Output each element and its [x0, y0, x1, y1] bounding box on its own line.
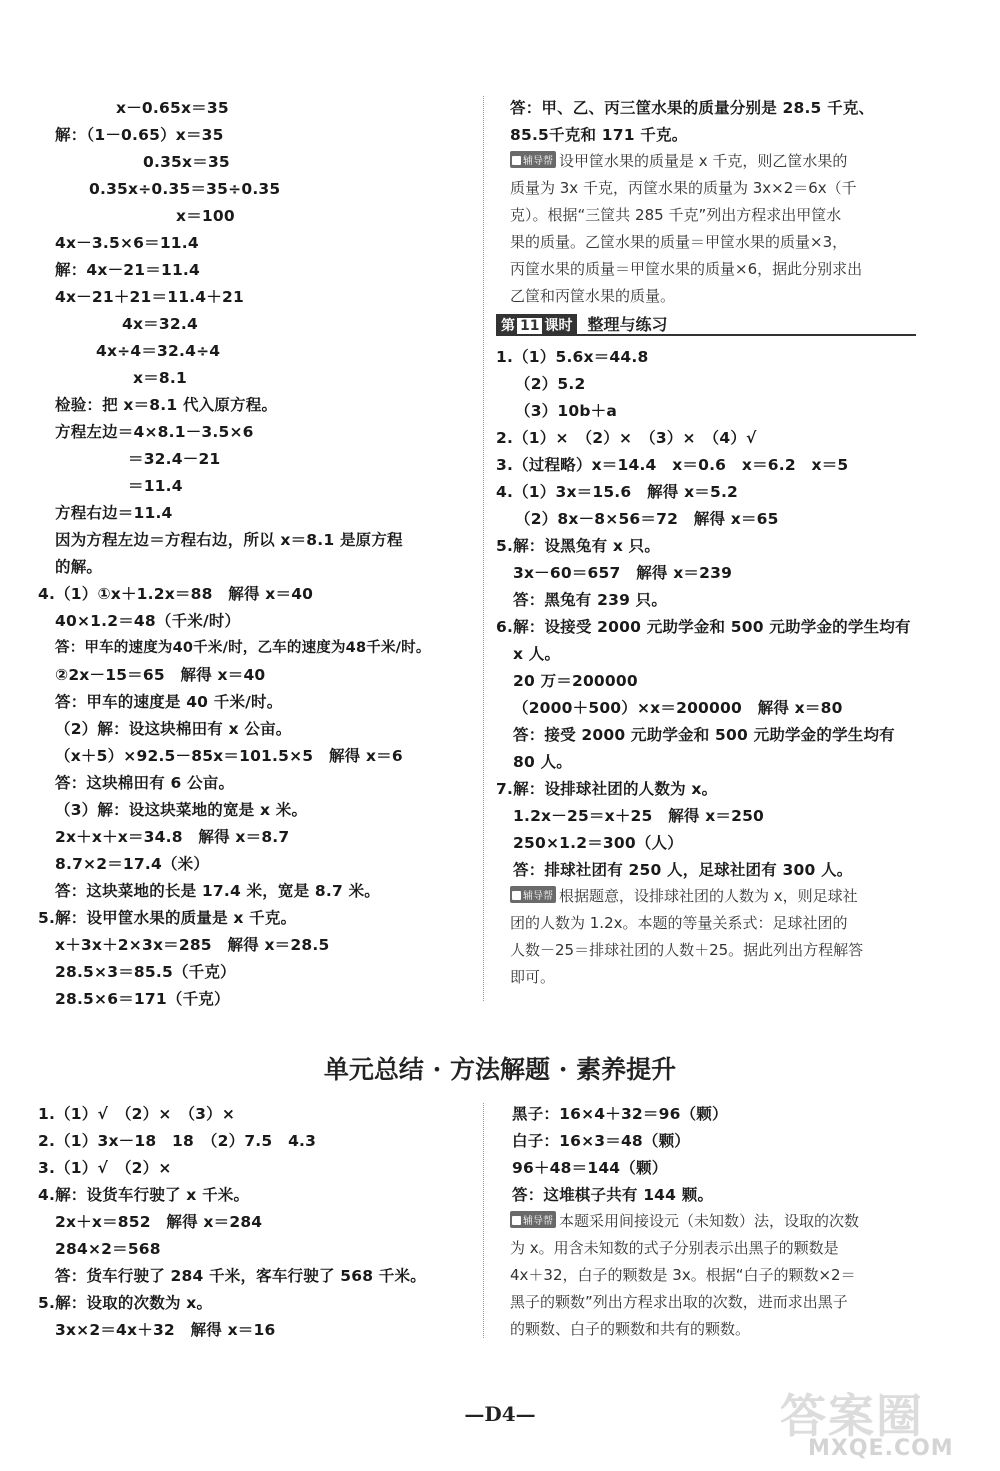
book-icon [512, 891, 521, 900]
answer-line: 答：甲、乙、丙三筐水果的质量分别是 28.5 千克、 [510, 99, 875, 117]
tutor-note-line: 果的质量。乙筐水果的质量＝甲筐水果的质量×3， [510, 233, 848, 251]
equation-line: ②2x－15＝65 解得 x＝40 [55, 666, 266, 684]
equation-line: （x＋5）×92.5－85x＝101.5×5 解得 x＝6 [55, 747, 403, 765]
equation-line: 2x＋x＋x＝34.8 解得 x＝8.7 [55, 828, 290, 846]
answer-line: 1.（1）√ （2）× （3）× [38, 1105, 236, 1123]
equation-line: 28.5×3＝85.5（千克） [55, 963, 236, 981]
equation-line: 解：（1－0.65）x＝35 [55, 126, 224, 144]
watermark-logo: 答案圈 [780, 1389, 924, 1443]
tutor-note-line: 质量为 3x 千克，丙筐水果的质量为 3x×2＝6x（千 [510, 179, 857, 197]
equation-line: 方程右边＝11.4 [55, 504, 173, 522]
answer-line: 答：排球社团有 250 人，足球社团有 300 人。 [513, 861, 853, 879]
answer-line: 85.5千克和 171 千克。 [510, 126, 688, 144]
page-number: —D4— [464, 1402, 536, 1426]
answer-line: （2）8x－8×56＝72 解得 x＝65 [515, 510, 779, 528]
answer-line: 答：接受 2000 元助学金和 500 元助学金的学生均有 [513, 726, 895, 744]
book-icon [512, 1216, 521, 1225]
equation-line: （3）解：设这块菜地的宽是 x 米。 [55, 801, 308, 819]
answer-line: 2x＋x＝852 解得 x＝284 [55, 1213, 263, 1231]
answer-line: 20 万＝200000 [513, 672, 638, 690]
watermark-url: MXQE.COM [808, 1436, 954, 1461]
tutor-note-line: 即可。 [510, 968, 556, 986]
equation-line: 检验：把 x＝8.1 代入原方程。 [55, 396, 278, 414]
lesson-badge: 第 11 课时 [496, 314, 577, 336]
answer-line: 答：黑兔有 239 只。 [513, 591, 668, 609]
lesson-header [496, 312, 916, 336]
equation-line: x＋3x＋2×3x＝285 解得 x＝28.5 [55, 936, 330, 954]
equation-line: x－0.65x＝35 [116, 99, 229, 117]
equation-line: ＝32.4－21 [128, 450, 221, 468]
answer-line: 5.解：设黑兔有 x 只。 [496, 537, 661, 555]
answer-line: 3.（过程略）x＝14.4 x＝0.6 x＝6.2 x＝5 [496, 456, 849, 474]
answer-line: 284×2＝568 [55, 1240, 161, 1258]
answer-line: （2）5.2 [515, 375, 586, 393]
equation-line: 的解。 [55, 558, 103, 576]
equation-line: 解：4x－21＝11.4 [55, 261, 200, 279]
answer-line: 黑子：16×4＋32＝96（颗） [512, 1105, 728, 1123]
answer-line: （3）10b＋a [515, 402, 618, 420]
book-icon [512, 156, 521, 165]
tutor-note-line: 4x＋32，白子的颗数是 3x。根据“白子的颗数×2＝ [510, 1266, 856, 1284]
answer-line: （2000＋500）×x＝200000 解得 x＝80 [513, 699, 843, 717]
equation-line: 答：甲车的速度是 40 千米/时。 [55, 693, 283, 711]
tutor-note-line: 辅导帮 设甲筐水果的质量是 x 千克，则乙筐水果的 [510, 150, 847, 171]
column-divider [483, 96, 484, 1001]
answer-line: 2.（1）× （2）× （3）× （4）√ [496, 429, 757, 447]
answer-line: 96＋48＝144（颗） [512, 1159, 668, 1177]
equation-line: 4x－21＋21＝11.4＋21 [55, 288, 244, 306]
equation-line: 5.解：设甲筐水果的质量是 x 千克。 [38, 909, 297, 927]
equation-line: 答：这块菜地的长是 17.4 米，宽是 8.7 米。 [55, 882, 380, 900]
tutor-note-line: 辅导帮 本题采用间接设元（未知数）法，设取的次数 [510, 1210, 859, 1231]
equation-line: ＝11.4 [128, 477, 183, 495]
tutor-note-line: 团的人数为 1.2x。本题的等量关系式：足球社团的 [510, 914, 848, 932]
equation-line: 4.（1）①x＋1.2x＝88 解得 x＝40 [38, 585, 314, 603]
equation-line: 方程左边＝4×8.1－3.5×6 [55, 423, 254, 441]
equation-line: 0.35x＝35 [143, 153, 230, 171]
answer-line: 3x×2＝4x＋32 解得 x＝16 [55, 1321, 276, 1339]
equation-line: 0.35x÷0.35＝35÷0.35 [89, 180, 281, 198]
tutor-tag: 辅导帮 [510, 151, 556, 168]
equation-line: 答：这块棉田有 6 公亩。 [55, 774, 235, 792]
answer-line: 250×1.2＝300（人） [513, 834, 683, 852]
equation-line: x＝8.1 [133, 369, 187, 387]
answer-line: 答：这堆棋子共有 144 颗。 [512, 1186, 714, 1204]
column-divider-bottom [483, 1103, 484, 1338]
tutor-tag: 辅导帮 [510, 886, 556, 903]
equation-line: 答：甲车的速度为40千米/时，乙车的速度为48千米/时。 [55, 640, 431, 656]
tutor-note-line: 为 x。用含未知数的式子分别表示出黑子的颗数是 [510, 1239, 839, 1257]
tutor-note-line: 人数－25＝排球社团的人数＋25。据此列出方程解答 [510, 941, 864, 959]
answer-line: 答：货车行驶了 284 千米，客车行驶了 568 千米。 [55, 1267, 426, 1285]
equation-line: 4x÷4＝32.4÷4 [96, 342, 221, 360]
section-title: 单元总结 · 方法解题 · 素养提升 [323, 1055, 677, 1084]
answer-line: x 人。 [513, 645, 561, 663]
lesson-title: 整理与练习 [587, 315, 668, 334]
equation-line: x＝100 [176, 207, 235, 225]
answer-line: 7.解：设排球社团的人数为 x。 [496, 780, 718, 798]
tutor-note-line: 乙筐和丙筐水果的质量。 [510, 287, 676, 305]
answer-line: 1.2x－25＝x＋25 解得 x＝250 [513, 807, 765, 825]
answer-line: 6.解：设接受 2000 元助学金和 500 元助学金的学生均有 [496, 618, 911, 636]
equation-line: 4x－3.5×6＝11.4 [55, 234, 199, 252]
equation-line: （2）解：设这块棉田有 x 公亩。 [55, 720, 292, 738]
answer-line: 4.（1）3x＝15.6 解得 x＝5.2 [496, 483, 739, 501]
tutor-note-line: 丙筐水果的质量＝甲筐水果的质量×6，据此分别求出 [510, 260, 863, 278]
equation-line: 因为方程左边＝方程右边，所以 x＝8.1 是原方程 [55, 531, 403, 549]
answer-line: 4.解：设货车行驶了 x 千米。 [38, 1186, 250, 1204]
answer-line: 3x－60＝657 解得 x＝239 [513, 564, 733, 582]
answer-line: 1.（1）5.6x＝44.8 [496, 348, 649, 366]
tutor-note-line: 克）。根据“三筐共 285 千克”列出方程求出甲筐水 [510, 206, 842, 224]
answer-line: 2.（1）3x－18 18 （2）7.5 4.3 [38, 1132, 317, 1150]
equation-line: 40×1.2＝48（千米/时） [55, 612, 241, 630]
tutor-note-line: 的颗数、白子的颗数和共有的颗数。 [510, 1320, 751, 1338]
equation-line: 8.7×2＝17.4（米） [55, 855, 210, 873]
answer-line: 80 人。 [513, 753, 572, 771]
answer-line: 3.（1）√ （2）× [38, 1159, 172, 1177]
tutor-note-line: 黑子的颗数”列出方程求出取的次数，进而求出黑子 [510, 1293, 848, 1311]
equation-line: 4x＝32.4 [122, 315, 198, 333]
equation-line: 28.5×6＝171（千克） [55, 990, 230, 1008]
answer-line: 5.解：设取的次数为 x。 [38, 1294, 213, 1312]
tutor-note-line: 辅导帮 根据题意，设排球社团的人数为 x，则足球社 [510, 885, 858, 906]
answer-line: 白子：16×3＝48（颗） [512, 1132, 691, 1150]
tutor-tag: 辅导帮 [510, 1211, 556, 1228]
